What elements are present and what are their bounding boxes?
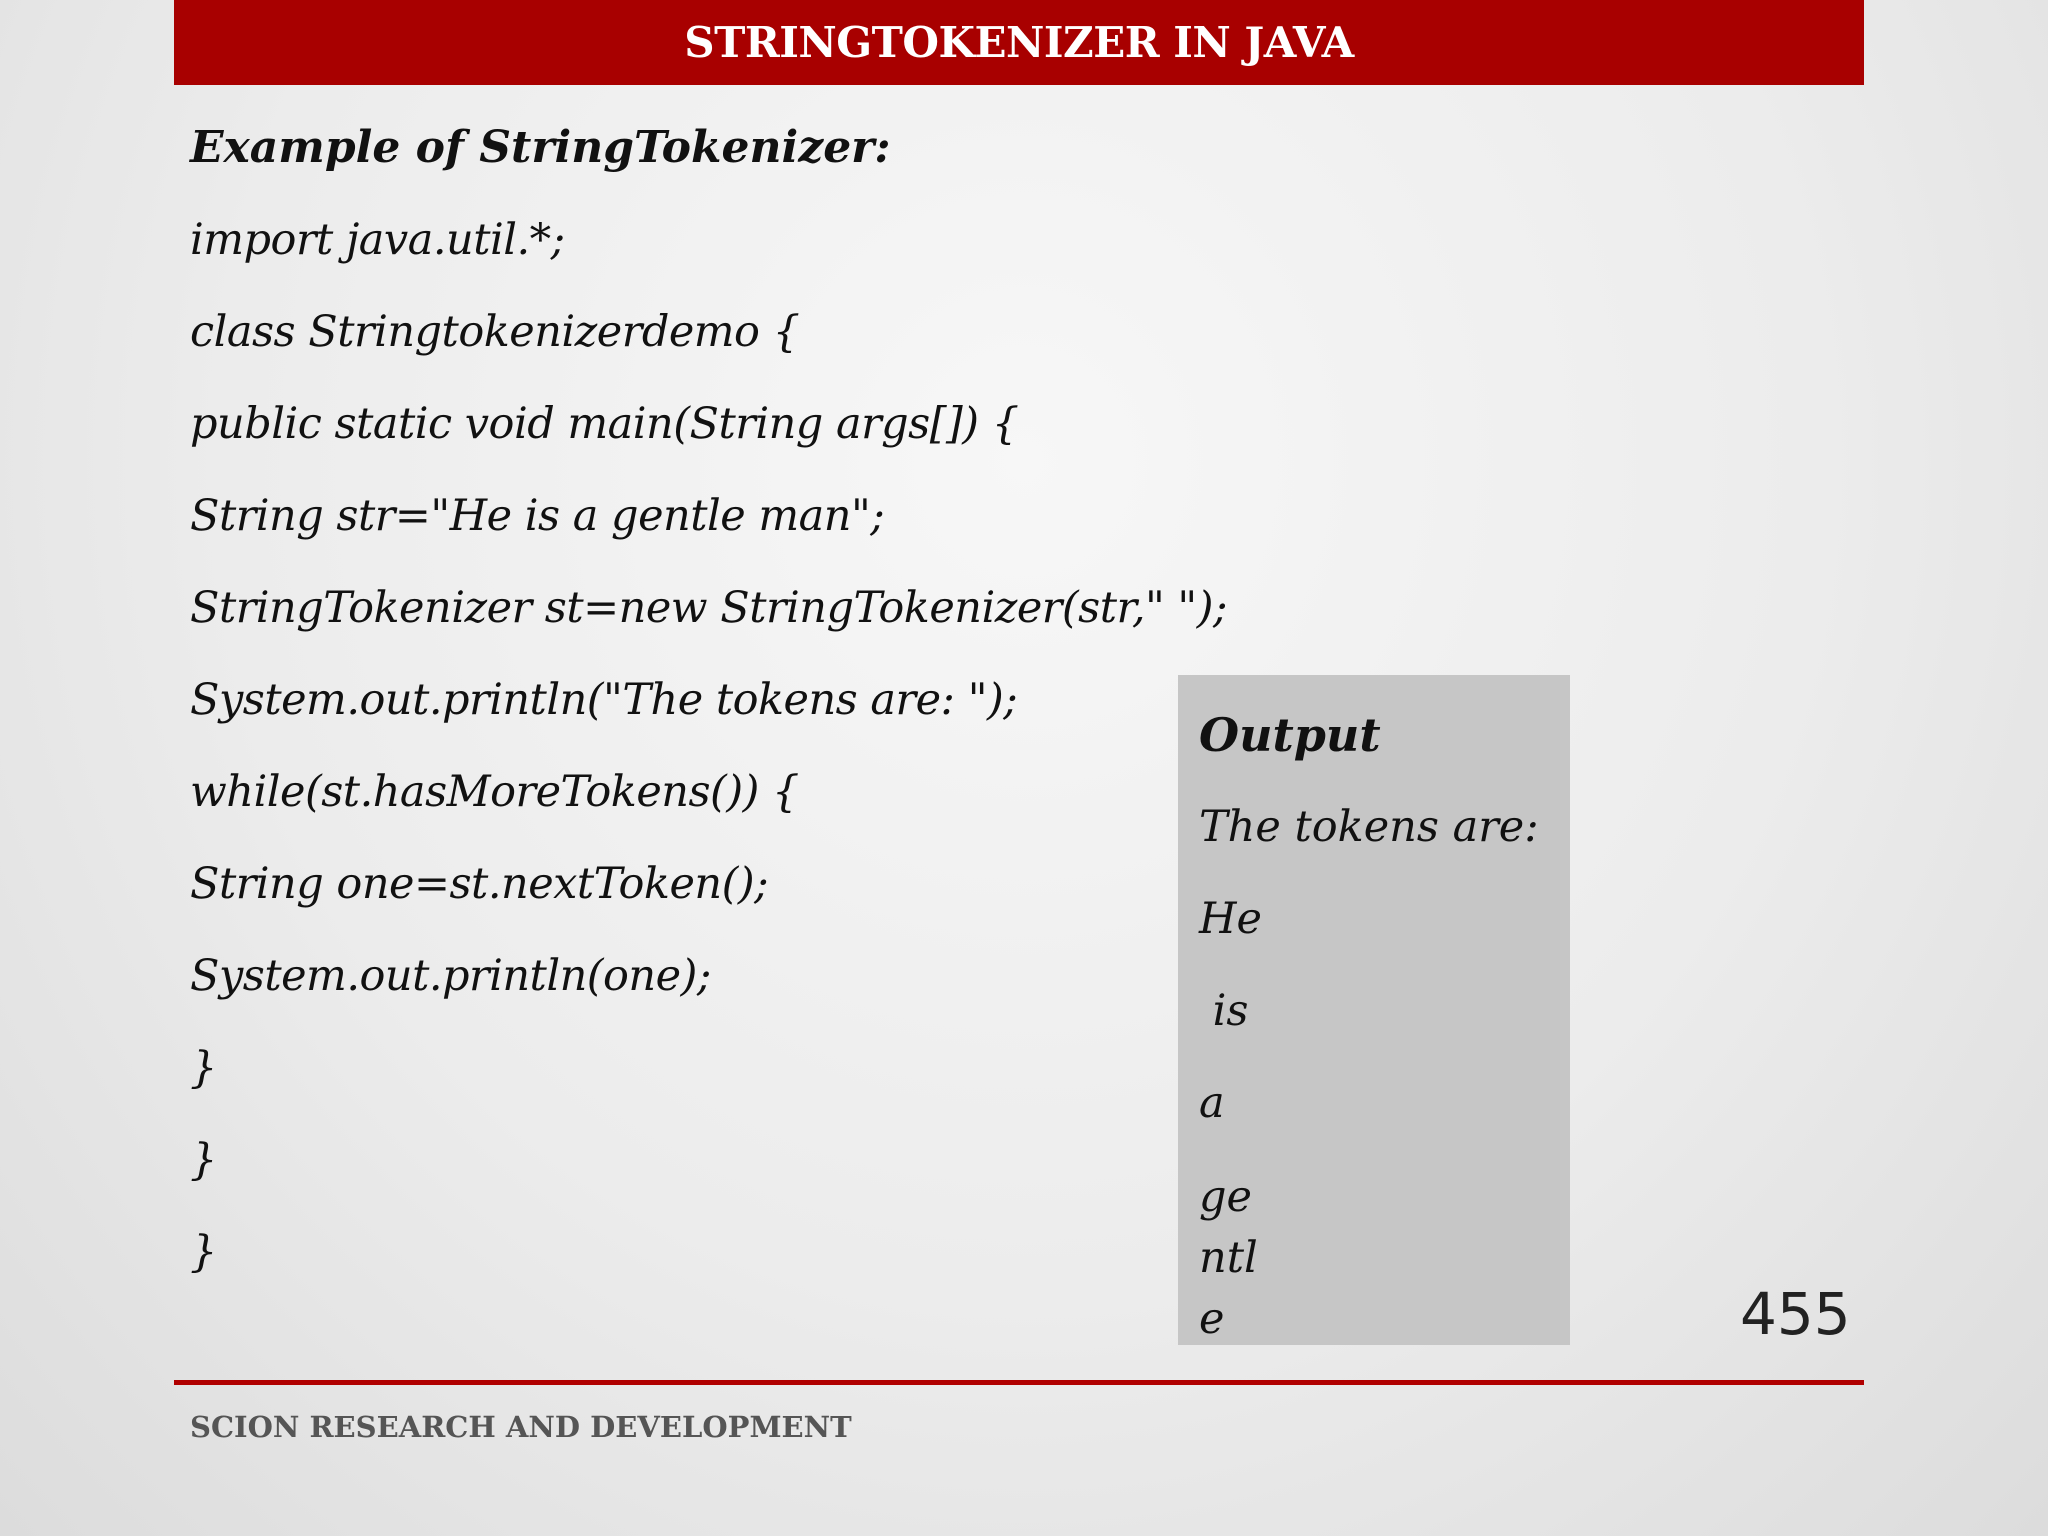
title-bar [174,0,1864,85]
code-line: StringTokenizer st=new StringTokenizer(str," "); [190,583,1227,633]
code-line: System.out.println(one); [190,951,711,1001]
example-heading: Example of StringTokenizer: [190,122,891,173]
output-title: Output [1199,708,1381,762]
footer-divider [174,1380,1864,1385]
slide-title: STRINGTOKENIZER IN JAVA [684,18,1354,67]
output-wrapped-token [1199,1167,1267,1350]
page-number: 455 [1740,1280,1851,1348]
code-line: class Stringtokenizerdemo { [190,307,800,357]
output-box [1178,675,1570,1345]
code-line: } [190,1135,217,1185]
code-line: System.out.println("The tokens are: "); [190,675,1018,725]
code-line: String one=st.nextToken(); [190,859,769,909]
code-line: } [190,1043,217,1093]
output-lines [1199,797,1539,1165]
code-line: import java.util.*; [190,215,565,265]
output-token-fragment: ge [1199,1172,1252,1222]
output-line: He [1199,894,1262,944]
output-line: is [1199,986,1249,1036]
output-token-fragment: e [1199,1294,1225,1344]
code-listing [190,210,1227,1314]
code-line: public static void main(String args[]) { [190,399,1019,449]
code-line: String str="He is a gentle man"; [190,491,885,541]
output-line: The tokens are: [1199,802,1539,852]
output-token-fragment: ntl [1199,1233,1258,1283]
output-line: a [1199,1078,1225,1128]
code-line: while(st.hasMoreTokens()) { [190,767,799,817]
footer-organization: SCION RESEARCH AND DEVELOPMENT [190,1410,852,1444]
code-line: } [190,1227,217,1277]
